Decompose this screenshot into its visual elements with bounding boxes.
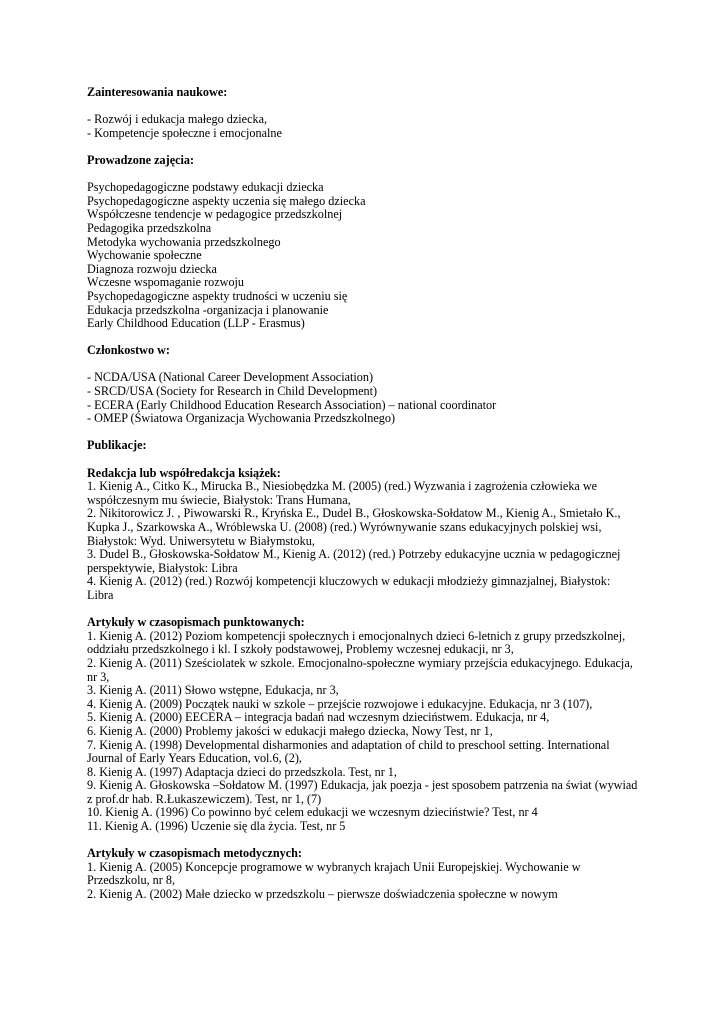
interests-section [87, 86, 647, 140]
membership-section [87, 344, 647, 426]
book-entry-line: Kupka J., Szarkowska A., Wróblewska U. (2008) (red.) Wyrównywanie szans edukacyjnych polskiej wsi, [87, 520, 602, 534]
membership-item: - NCDA/USA (National Career Development Association) [87, 370, 374, 385]
course-item: Psychopedagogiczne aspekty trudności w uczeniu się [87, 288, 348, 303]
article-entry-line: 3. Kienig A. (2011) Słowo wstępne, Edukacja, nr 3, [87, 683, 339, 698]
publications-section [87, 439, 647, 901]
books-heading: Redakcja lub współredakcja książek: [87, 465, 281, 480]
books-subsection [87, 467, 647, 603]
book-entry-line: Białystok: Wyd. Uniwersytetu w Białymstoku, [87, 533, 315, 548]
article-entry-line: 1. Kienig A. (2005) Koncepcje programowe w wybranych krajach Unii Europejskiej. Wychowanie w [87, 859, 581, 874]
book-entry-line: 4. Kienig A. (2012) (red.) Rozwój kompetencji kluczowych w edukacji młodzieży gimnazjalnej, Białystok: [87, 574, 611, 589]
article-entry-line: 5. Kienig A. (2000) EECERA – integracja badań nad wczesnym dzieciństwem. Edukacja, nr 4, [87, 710, 550, 725]
book-entry-line: 3. Dudel B., Głoskowska-Sołdatow M., Kienig A. (2012) (red.) Potrzeby edukacyjne ucznia w pedagogicznej [87, 547, 621, 562]
course-item: Psychopedagogiczne aspekty uczenia się małego dziecka [87, 193, 366, 208]
article-entry-line: Journal of Early Years Education, vol.6, (2), [87, 751, 302, 766]
article-entry-line: 7. Kienig A. (1998) Developmental disharmonies and adaptation of child to preschool setting. International [87, 737, 610, 752]
article-entry-line: 2. Kienig A. (2002) Małe dziecko w przedszkolu – pierwsze doświadczenia społeczne w nowym [87, 887, 558, 902]
course-item: Diagnoza rozwoju dziecka [87, 261, 217, 276]
book-entry-line: perspektywie, Białystok: Libra [87, 560, 238, 575]
article-entry-line: Przedszkolu, nr 8, [87, 873, 176, 888]
interest-item: - Kompetencje społeczne i emocjonalne [87, 125, 282, 140]
article-entry-line: 1. Kienig A. (2012) Poziom kompetencji społecznych i emocjonalnych dzieci 6-letnich z grupy przedszkolnej, [87, 628, 626, 643]
course-item: Wczesne wspomaganie rozwoju [87, 275, 245, 290]
interests-heading: Zainteresowania naukowe: [87, 85, 228, 99]
course-item: Metodyka wychowania przedszkolnego [87, 234, 281, 249]
article-entry-line: z prof.dr hab. R.Łukaszewiczem). Test, nr 1, (7) [87, 791, 322, 806]
article-entry-line: 2. Kienig A. (2011) Sześciolatek w szkole. Emocjonalno-społeczne wymiary przejścia edukacyjnego. Edukacja, [87, 655, 633, 670]
book-entry-line: Libra [87, 587, 114, 602]
courses-heading: Prowadzone zajęcia: [87, 152, 195, 167]
article-entry-line: 11. Kienig A. (1996) Uczenie się dla życia. Test, nr 5 [87, 819, 346, 834]
course-item: Early Childhood Education (LLP - Erasmus) [87, 316, 305, 331]
course-item: Współczesne tendencje w pedagogice przedszkolnej [87, 207, 343, 222]
membership-item: - SRCD/USA (Society for Research in Child Development) [87, 384, 378, 399]
method-articles-subsection [87, 847, 647, 901]
membership-item: - OMEP (Światowa Organizacja Wychowania Przedszkolnego) [87, 411, 396, 426]
scored-articles-subsection [87, 616, 647, 834]
article-entry-line: nr 3, [87, 669, 110, 684]
article-entry-line: oddziału przedszkolnego i kl. I szkoły podstawowej, Problemy wczesnej edukacji, nr 3, [87, 642, 514, 657]
document-page [87, 86, 647, 902]
article-entry-line: 9. Kienig A. Głoskowska –Sołdatow M. (1997) Edukacja, jak poezja - jest sposobem patrzenia na świat (wywiad [87, 778, 638, 793]
scored-articles-heading: Artykuły w czasopismach punktowanych: [87, 615, 305, 630]
method-articles-heading: Artykuły w czasopismach metodycznych: [87, 846, 302, 861]
article-entry-line: 8. Kienig A. (1997) Adaptacja dzieci do przedszkola. Test, nr 1, [87, 764, 397, 779]
course-item: Wychowanie społeczne [87, 248, 202, 263]
interest-item: - Rozwój i edukacja małego dziecka, [87, 112, 268, 127]
book-entry-line: współczesnym mu świecie, Białystok: Trans Humana, [87, 492, 351, 507]
article-entry-line: 6. Kienig A. (2000) Problemy jakości w edukacji małego dziecka, Nowy Test, nr 1, [87, 723, 493, 738]
article-entry-line: 4. Kienig A. (2009) Początek nauki w szkole – przejście rozwojowe i edukacyjne. Edukacja, nr 3 (107), [87, 696, 593, 711]
courses-section [87, 154, 647, 331]
membership-heading: Członkostwo w: [87, 343, 170, 358]
course-item: Pedagogika przedszkolna [87, 220, 212, 235]
course-item: Edukacja przedszkolna -organizacja i planowanie [87, 302, 329, 317]
article-entry-line: 10. Kienig A. (1996) Co powinno być celem edukacji we wczesnym dzieciństwie? Test, nr 4 [87, 805, 538, 820]
course-item: Psychopedagogiczne podstawy edukacji dziecka [87, 180, 324, 195]
publications-heading: Publikacje: [87, 438, 147, 453]
book-entry-line: 2. Nikitorowicz J. , Piwowarski R., Kryńska E., Dudel B., Głoskowska-Sołdatow M., Kienig A., Smietało K., [87, 506, 621, 521]
book-entry-line: 1. Kienig A., Citko K., Mirucka B., Niesiobędzka M. (2005) (red.) Wyzwania i zagrożenia człowieka we [87, 479, 598, 494]
membership-item: - ECERA (Early Childhood Education Research Association) – national coordinator [87, 397, 497, 412]
